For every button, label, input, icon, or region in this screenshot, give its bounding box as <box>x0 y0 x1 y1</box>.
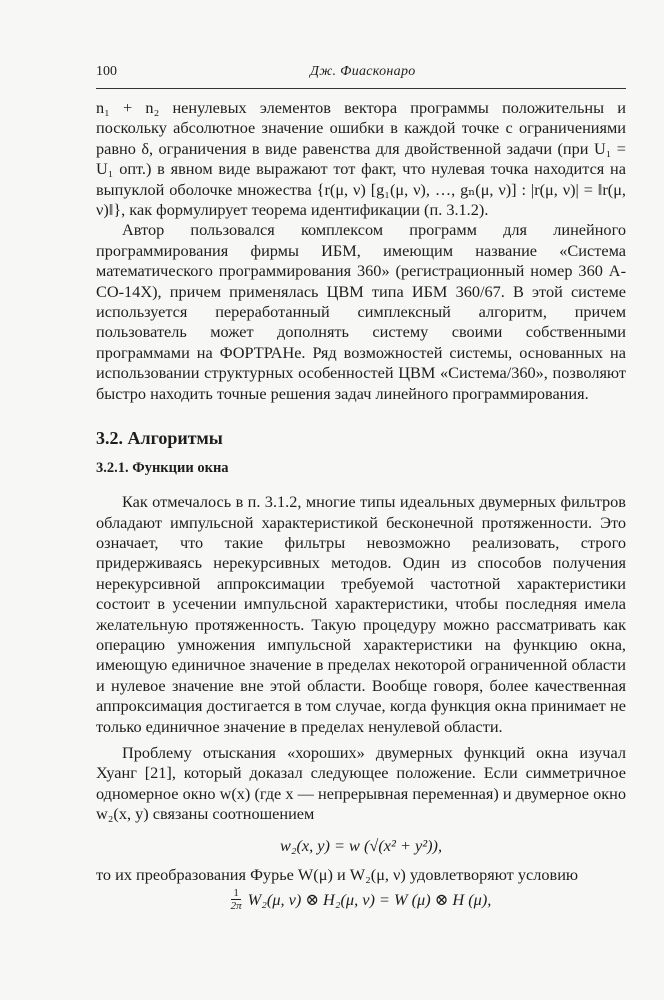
paragraph-4: Проблему отыскания «хороших» двумерных функций окна изучал Хуанг [21], который доказал следующее положение. Если симметричное одномерное окно w(x) (где x — непрерывная переменная) и двумерное окно w₂(x, y) связаны соотношением <box>96 742 626 824</box>
page-number: 100 <box>96 64 117 79</box>
formula-convolution <box>96 887 626 913</box>
paragraph-3: Как отмечалось в п. 3.1.2, многие типы идеальных двумерных фильтров обладают импульсной характеристикой бесконечной протяженности. Это означает, что такие фильтры невозможно реализовать, строго придерживаясь нерекурсивных методов. Один из способов получения нерекурсивной аппроксимации требуемой частотной характеристики состоит в усечении импульсной характеристики, чтобы последняя имела желательную протяженность. Такую процедуру можно рассматривать как операцию умножения импульсной характеристики на функцию окна, имеющую единичное значение в пределах некоторой ограниченной области и нулевое значение вне этой области. Вообще говоря, более качественная аппроксимация достигается в том случае, когда функция окна принимает не только единичное значение в пределах ненулевой области. <box>96 492 626 736</box>
fraction-denominator: 2π <box>230 900 242 912</box>
fraction-numerator: 1 <box>233 887 239 899</box>
subsection-heading: 3.2.1. Функции окна <box>96 460 229 477</box>
paragraph-1: n₁ + n₂ ненулевых элементов вектора программы положительны и поскольку абсолютное значение ошибки в каждой точке с ограничениями равно δ, ограничения в виде равенства для двойственной задачи (при U₁ = U₁ опт.) в явном виде выражают тот факт, что нулевая точка находится на выпуклой оболочке множества {r(μ, ν) [g₁(μ, ν), …, gₙ(μ, ν)] : |r(μ, ν)| = ‖r(μ, ν)‖}, как формулирует теорема идентификации (п. 3.1.2). <box>96 98 626 220</box>
formula-body: W₂(μ, ν) ⊗ H₂(μ, ν) = W (μ) ⊗ H (μ), <box>247 890 492 909</box>
running-head: Дж. Фиасконаро <box>310 64 416 79</box>
paragraph-2: Автор пользовался комплексом программ для линейного программирования фирмы ИБМ, имеющим название «Система математического программирования 360» (регистрационный номер 360 А-СО-14Х), причем применялась ЦВМ типа ИБМ 360/67. В этой системе используется переработанный симплексный алгоритм, причем пользователь может дополнять систему своими собственными программами на ФОРТРАНе. Ряд возможностей системы, основанных на использовании структурных особенностей ЦВМ «Система/360», позволяют быстро находить точные решения задач линейного программирования. <box>96 220 626 403</box>
header-rule <box>96 88 626 89</box>
page-header <box>96 62 626 84</box>
fraction <box>231 887 242 913</box>
page-body <box>96 98 626 913</box>
paragraph-5: то их преобразования Фурье W(μ) и W₂(μ, ν) удовлетворяют условию <box>96 864 579 884</box>
section-heading: 3.2. Алгоритмы <box>96 428 223 449</box>
formula-window-relation: w₂(x, y) = w (√(x² + y²)), <box>279 835 443 855</box>
